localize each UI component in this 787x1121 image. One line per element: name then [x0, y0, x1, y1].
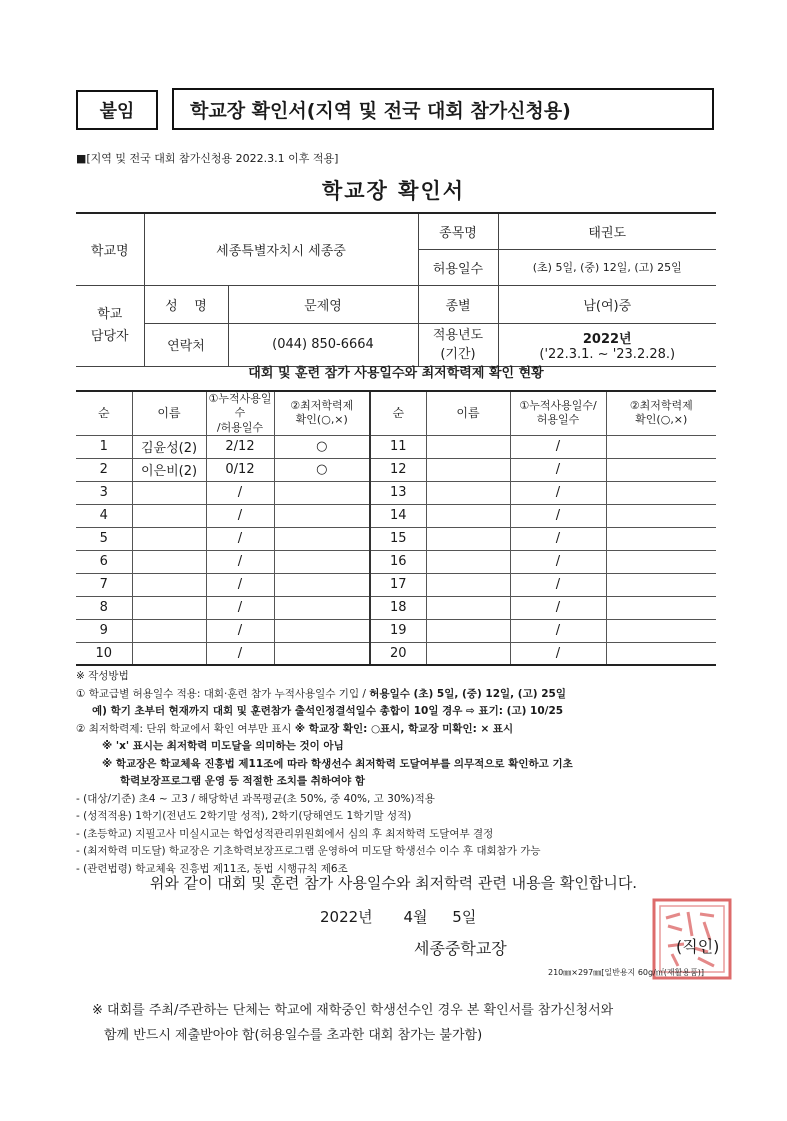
roster-check: [606, 527, 716, 550]
roster-days: /: [206, 504, 274, 527]
roster-days: /: [510, 527, 606, 550]
roster-no: 16: [370, 550, 426, 573]
name-label: 성 명: [144, 285, 228, 323]
roster-no: 18: [370, 596, 426, 619]
header-name: 이름: [426, 391, 510, 435]
header-days: ①누적사용일수 /허용일수: [206, 391, 274, 435]
roster-check: [606, 573, 716, 596]
roster-days: /: [206, 550, 274, 573]
roster-name: [426, 550, 510, 573]
roster-name: [132, 527, 206, 550]
roster-check: [274, 527, 370, 550]
table-row: [76, 527, 716, 550]
roster-no: 14: [370, 504, 426, 527]
roster-no: 13: [370, 481, 426, 504]
detail-2: - (성적적용) 1학기(전년도 2학기말 성적), 2학기(당해연도 1학기말 성적): [76, 810, 412, 822]
header-no: 순: [370, 391, 426, 435]
roster-check: [606, 596, 716, 619]
roster-days: 0/12: [206, 458, 274, 481]
roster-name: [132, 619, 206, 642]
note-1-example: 예) 학기 초부터 현재까지 대회 및 훈련참가 출석인정결석일수 총합이 10일 경우 ⇨ 표기: (고) 10/25: [92, 705, 564, 717]
contact-label: 연락처: [144, 323, 228, 366]
gender-label: 종별: [418, 285, 498, 323]
detail-3: - (초등학교) 지필고사 미실시교는 학업성적관리위원회에서 심의 후 최저학력 도달여부 결정: [76, 827, 494, 840]
note-4: ※ 학교장은 학교체육 진흥법 제11조에 따라 학생선수 최저학력 도달여부를 의무적으로 확인하고 기초: [102, 757, 573, 770]
gender-value: 남(여)중: [498, 285, 716, 323]
school-label: 학교명: [76, 213, 144, 285]
roster-check: [274, 619, 370, 642]
roster-check: [606, 550, 716, 573]
roster-days: /: [206, 527, 274, 550]
roster-name: [426, 435, 510, 458]
note-1: [76, 686, 756, 704]
roster-no: 4: [76, 504, 132, 527]
attachment-tag: 붙임: [76, 90, 158, 130]
table-row: [76, 642, 716, 665]
period-label: 적용년도 (기간): [418, 323, 498, 366]
table-row: [76, 481, 716, 504]
note-2-text: ② 최저학력제: 단위 학교에서 확인 여부만 표시: [76, 722, 295, 735]
roster-no: 11: [370, 435, 426, 458]
roster-days: /: [206, 481, 274, 504]
period-value: [498, 323, 716, 366]
roster-no: 10: [76, 642, 132, 665]
roster-check: [274, 504, 370, 527]
table-row: [76, 596, 716, 619]
seal-label: (직인): [676, 937, 720, 956]
roster-days: /: [510, 504, 606, 527]
roster-no: 17: [370, 573, 426, 596]
roster-days: /: [510, 550, 606, 573]
name-value: 문제영: [228, 285, 418, 323]
roster-no: 8: [76, 596, 132, 619]
days-value: (초) 5일, (중) 12일, (고) 25일: [498, 249, 716, 285]
roster-days: /: [510, 619, 606, 642]
roster-no: 5: [76, 527, 132, 550]
header-no: 순: [76, 391, 132, 435]
roster-header: [76, 391, 716, 435]
roster-check: [274, 481, 370, 504]
table-row: [76, 435, 716, 458]
info-table: [76, 212, 716, 367]
note-2: [76, 721, 756, 739]
roster-no: 1: [76, 435, 132, 458]
roster-no: 3: [76, 481, 132, 504]
roster-table: [76, 390, 716, 666]
roster-no: 15: [370, 527, 426, 550]
note-2-bold: ※ 학교장 확인: ○표시, 학교장 미확인: × 표시: [294, 722, 514, 735]
roster-name: [426, 458, 510, 481]
roster-check: [274, 596, 370, 619]
roster-days: /: [510, 642, 606, 665]
roster-no: 12: [370, 458, 426, 481]
detail-4: - (최저학력 미도달) 학교장은 기초학력보장프로그램 운영하여 미도달 학생선수 이수 후 대회참가 가능: [76, 845, 541, 857]
roster-check: [606, 619, 716, 642]
roster-check: [274, 642, 370, 665]
school-value: 세종특별자치시 세종중: [144, 213, 418, 285]
header-check: ②최저학력제 확인(○,×): [606, 391, 716, 435]
section-title: 대회 및 훈련 참가 사용일수와 최저학력제 확인 현황: [248, 366, 544, 381]
roster-name: [132, 596, 206, 619]
roster-name: [132, 550, 206, 573]
notes-heading: ※ 작성방법: [76, 670, 129, 682]
table-row: [76, 573, 716, 596]
period-year: 2022년: [582, 331, 632, 347]
table-row: [76, 550, 716, 573]
roster-name: [426, 481, 510, 504]
date-year: 2022년: [320, 908, 373, 926]
days-label: 허용일수: [418, 249, 498, 285]
footer-note-line-2: 함께 반드시 제출받아야 함(허용일수를 초과한 대회 참가는 불가함): [104, 1028, 483, 1043]
footer-note-line-1: ※ 대회를 주최/주관하는 단체는 학교에 재학중인 학생선수인 경우 본 확인서를 참가신청서와: [92, 1003, 614, 1018]
roster-name: 이은비(2): [132, 458, 206, 481]
footer-note: [92, 998, 742, 1048]
applicability-note: ■[지역 및 전국 대회 참가신청용 2022.3.1 이후 적용]: [76, 152, 339, 165]
writing-instructions: [76, 668, 756, 878]
date-month: 4월: [403, 908, 428, 926]
event-value: 태권도: [498, 213, 716, 249]
detail-1: - (대상/기준) 초4 ~ 고3 / 해당학년 과목평균(초 50%, 중 40%, 고 30%)적용: [76, 792, 435, 805]
roster-days: /: [206, 573, 274, 596]
period-range: ('22.3.1. ~ '23.2.28.): [539, 346, 676, 362]
roster-days: 2/12: [206, 435, 274, 458]
event-label: 종목명: [418, 213, 498, 249]
roster-check: [606, 458, 716, 481]
confirmation-statement: 위와 같이 대회 및 훈련 참가 사용일수와 최저학력 관련 내용을 확인합니다.: [149, 874, 638, 892]
table-row: [76, 504, 716, 527]
roster-days: /: [510, 458, 606, 481]
roster-check: ○: [274, 458, 370, 481]
roster-name: [426, 596, 510, 619]
roster-no: 2: [76, 458, 132, 481]
roster-check: [606, 642, 716, 665]
roster-name: [426, 573, 510, 596]
note-1-bold: 허용일수 (초) 5일, (중) 12일, (고) 25일: [369, 687, 566, 700]
header-check: ②최저학력제 확인(○,×): [274, 391, 370, 435]
roster-no: 20: [370, 642, 426, 665]
roster-check: ○: [274, 435, 370, 458]
note-4-cont: 학력보장프로그램 운영 등 적절한 조치를 취하여야 함: [120, 775, 366, 787]
roster-check: [606, 504, 716, 527]
issue-date: [320, 906, 476, 927]
contact-value: (044) 850-6664: [228, 323, 418, 366]
roster-no: 7: [76, 573, 132, 596]
paper-spec: 210㎜×297㎜[일반용지 60g/㎡(재활용품)]: [548, 968, 705, 977]
roster-name: [132, 642, 206, 665]
roster-days: /: [510, 435, 606, 458]
page-title: 학교장 확인서: [321, 179, 466, 203]
roster-no: 19: [370, 619, 426, 642]
roster-days: /: [206, 642, 274, 665]
principal-name: 세종중학교장: [414, 939, 507, 958]
roster-name: [426, 504, 510, 527]
roster-days: /: [510, 481, 606, 504]
roster-days: /: [510, 596, 606, 619]
roster-name: [132, 481, 206, 504]
roster-name: [132, 504, 206, 527]
roster-check: [606, 481, 716, 504]
roster-days: /: [206, 596, 274, 619]
manager-label: 학교 담당자: [76, 285, 144, 366]
roster-check: [606, 435, 716, 458]
roster-name: [132, 573, 206, 596]
roster-check: [274, 573, 370, 596]
roster-no: 9: [76, 619, 132, 642]
roster-days: /: [206, 619, 274, 642]
header-days: ①누적사용일수/ 허용일수: [510, 391, 606, 435]
roster-no: 6: [76, 550, 132, 573]
roster-name: [426, 527, 510, 550]
roster-name: [426, 619, 510, 642]
table-row: [76, 458, 716, 481]
table-row: [76, 619, 716, 642]
roster-check: [274, 550, 370, 573]
date-day: 5일: [452, 908, 477, 926]
roster-name: [426, 642, 510, 665]
header-name: 이름: [132, 391, 206, 435]
note-1-text: ① 학교급별 허용일수 적용: 대회·훈련 참가 누적사용일수 기입 /: [76, 687, 370, 700]
note-3: ※ 'x' 표시는 최저학력 미도달을 의미하는 것이 아님: [102, 740, 344, 752]
roster-name: 김윤성(2): [132, 435, 206, 458]
roster-days: /: [510, 573, 606, 596]
detail-5: - (관련법령) 학교체육 진흥법 제11조, 동법 시행규칙 제6조: [76, 862, 348, 875]
document-heading: 학교장 확인서(지역 및 전국 대회 참가신청용): [172, 88, 714, 130]
